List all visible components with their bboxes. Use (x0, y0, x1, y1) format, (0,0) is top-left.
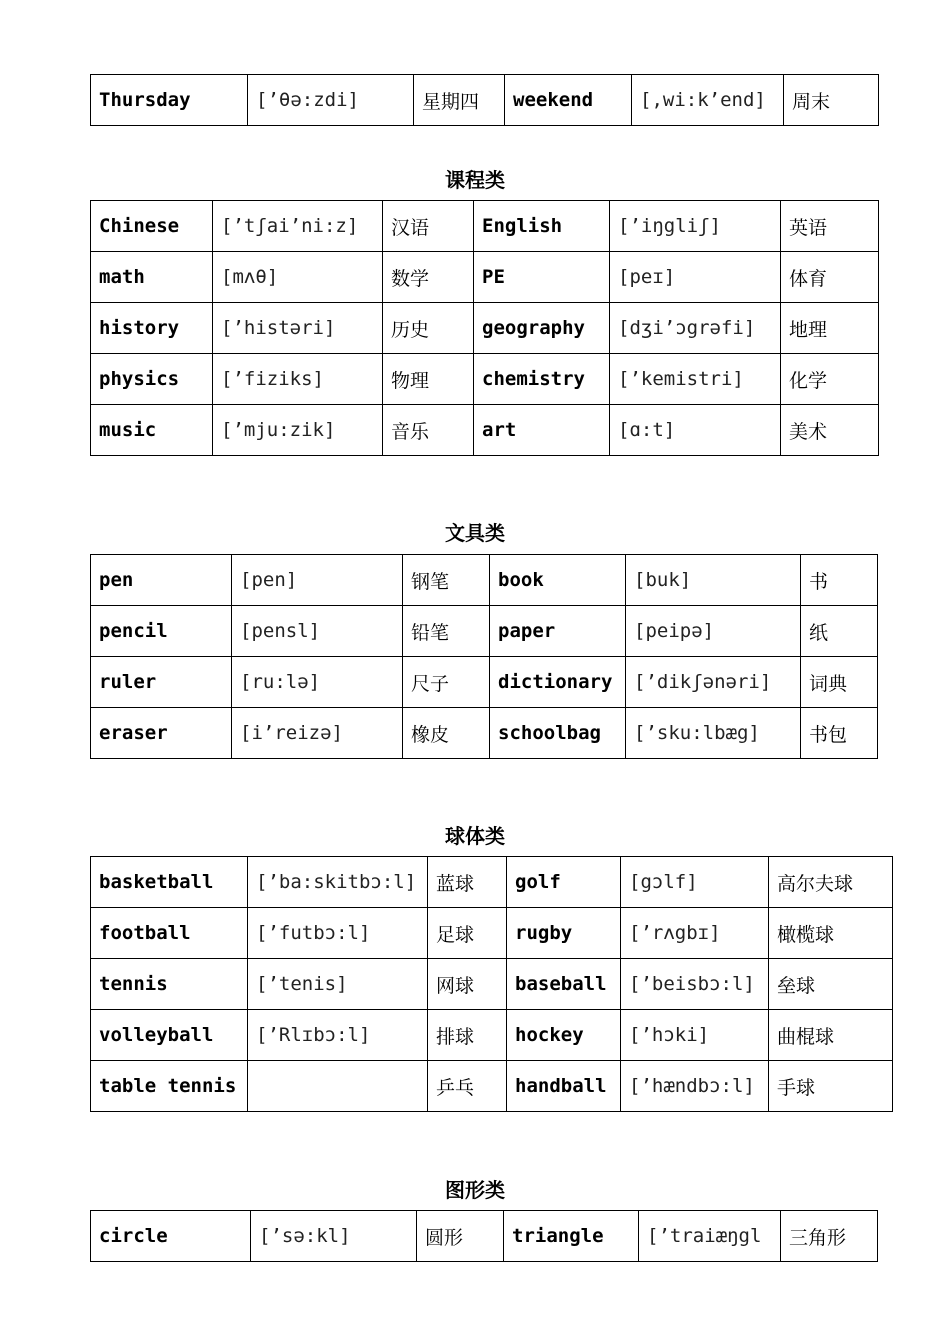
word-cell: basketball (91, 857, 248, 908)
phonetic-cell: [’sku:lbæg] (626, 708, 801, 759)
phonetic-cell: [’rʌgbɪ] (621, 908, 769, 959)
table-row (91, 606, 878, 657)
word-cell: pencil (91, 606, 232, 657)
phonetic-cell: [’iŋgliʃ] (610, 201, 781, 252)
meaning-cell: 汉语 (383, 201, 474, 252)
phonetic-cell: [ɑ:t] (610, 405, 781, 456)
word-cell: hockey (507, 1010, 621, 1061)
word-cell: ruler (91, 657, 232, 708)
table-row (91, 75, 879, 126)
phonetic-cell: [peipə] (626, 606, 801, 657)
phonetic-cell: [peɪ] (610, 252, 781, 303)
meaning-cell: 铅笔 (403, 606, 490, 657)
meaning-cell: 高尔夫球 (769, 857, 893, 908)
table-body (91, 555, 878, 759)
meaning-cell: 乒乓 (428, 1061, 507, 1112)
meaning-cell: 圆形 (417, 1211, 504, 1262)
vocab-table-shapes (90, 1210, 878, 1262)
word-cell: geography (474, 303, 610, 354)
section-heading-shapes: 图形类 (445, 1178, 505, 1202)
word-cell: paper (490, 606, 626, 657)
table-row (91, 1061, 893, 1112)
word-cell: book (490, 555, 626, 606)
table-body (91, 857, 893, 1112)
phonetic-cell: [’sə:kl] (251, 1211, 417, 1262)
word-cell: weekend (505, 75, 632, 126)
phonetic-cell: [’traiæŋgl (639, 1211, 781, 1262)
meaning-cell: 垒球 (769, 959, 893, 1010)
section-heading-stationery: 文具类 (445, 521, 505, 545)
phonetic-cell: [’fiziks] (213, 354, 383, 405)
table-row (91, 252, 879, 303)
meaning-cell: 音乐 (383, 405, 474, 456)
table-row (91, 405, 879, 456)
meaning-cell: 橡皮 (403, 708, 490, 759)
phonetic-cell: [’dikʃənəri] (626, 657, 801, 708)
word-cell: Chinese (91, 201, 213, 252)
word-cell: art (474, 405, 610, 456)
phonetic-cell: [’kemistri] (610, 354, 781, 405)
word-cell: chemistry (474, 354, 610, 405)
meaning-cell: 橄榄球 (769, 908, 893, 959)
table-body (91, 75, 879, 126)
phonetic-cell: [gɔlf] (621, 857, 769, 908)
word-cell: pen (91, 555, 232, 606)
phonetic-cell: [,wi:k’end] (632, 75, 784, 126)
phonetic-cell: [’hɔki] (621, 1010, 769, 1061)
word-cell: football (91, 908, 248, 959)
meaning-cell: 蓝球 (428, 857, 507, 908)
table-row (91, 959, 893, 1010)
phonetic-cell: [i’reizə] (232, 708, 403, 759)
phonetic-cell: [mʌθ] (213, 252, 383, 303)
meaning-cell: 周末 (784, 75, 879, 126)
word-cell: eraser (91, 708, 232, 759)
table-row (91, 555, 878, 606)
vocab-table-stationery (90, 554, 878, 759)
phonetic-cell (248, 1061, 428, 1112)
word-cell: tennis (91, 959, 248, 1010)
word-cell: physics (91, 354, 213, 405)
table-body (91, 201, 879, 456)
phonetic-cell: [’futbɔ:l] (248, 908, 428, 959)
meaning-cell: 尺子 (403, 657, 490, 708)
word-cell: handball (507, 1061, 621, 1112)
word-cell: history (91, 303, 213, 354)
meaning-cell: 英语 (781, 201, 879, 252)
meaning-cell: 曲棍球 (769, 1010, 893, 1061)
phonetic-cell: [’tenis] (248, 959, 428, 1010)
meaning-cell: 历史 (383, 303, 474, 354)
word-cell: music (91, 405, 213, 456)
section-heading-balls: 球体类 (445, 824, 505, 848)
word-cell: golf (507, 857, 621, 908)
phonetic-cell: [’histəri] (213, 303, 383, 354)
word-cell: rugby (507, 908, 621, 959)
word-cell: triangle (504, 1211, 639, 1262)
meaning-cell: 三角形 (781, 1211, 878, 1262)
meaning-cell: 纸 (801, 606, 878, 657)
phonetic-cell: [’beisbɔ:l] (621, 959, 769, 1010)
word-cell: English (474, 201, 610, 252)
phonetic-cell: [’hændbɔ:l] (621, 1061, 769, 1112)
phonetic-cell: [ru:lə] (232, 657, 403, 708)
word-cell: baseball (507, 959, 621, 1010)
phonetic-cell: [dʒi’ɔgrəfi] (610, 303, 781, 354)
meaning-cell: 物理 (383, 354, 474, 405)
table-row (91, 657, 878, 708)
meaning-cell: 书包 (801, 708, 878, 759)
meaning-cell: 地理 (781, 303, 879, 354)
word-cell: table tennis (91, 1061, 248, 1112)
table-row (91, 908, 893, 959)
vocab-table-balls (90, 856, 893, 1112)
phonetic-cell: [’θə:zdi] (248, 75, 414, 126)
meaning-cell: 排球 (428, 1010, 507, 1061)
meaning-cell: 手球 (769, 1061, 893, 1112)
table-row (91, 1010, 893, 1061)
word-cell: PE (474, 252, 610, 303)
word-cell: dictionary (490, 657, 626, 708)
meaning-cell: 化学 (781, 354, 879, 405)
phonetic-cell: [’Rlɪbɔ:l] (248, 1010, 428, 1061)
table-row (91, 1211, 878, 1262)
vocab-table-subjects (90, 200, 879, 456)
word-cell: volleyball (91, 1010, 248, 1061)
table-row (91, 857, 893, 908)
meaning-cell: 星期四 (414, 75, 505, 126)
word-cell: Thursday (91, 75, 248, 126)
phonetic-cell: [pensl] (232, 606, 403, 657)
word-cell: math (91, 252, 213, 303)
word-cell: schoolbag (490, 708, 626, 759)
meaning-cell: 词典 (801, 657, 878, 708)
meaning-cell: 网球 (428, 959, 507, 1010)
table-body (91, 1211, 878, 1262)
meaning-cell: 书 (801, 555, 878, 606)
vocab-table-days (90, 74, 879, 126)
phonetic-cell: [buk] (626, 555, 801, 606)
phonetic-cell: [’ba:skitbɔ:l] (248, 857, 428, 908)
table-row (91, 303, 879, 354)
meaning-cell: 美术 (781, 405, 879, 456)
meaning-cell: 数学 (383, 252, 474, 303)
phonetic-cell: [’tʃai’ni:z] (213, 201, 383, 252)
phonetic-cell: [pen] (232, 555, 403, 606)
table-row (91, 354, 879, 405)
phonetic-cell: [’mju:zik] (213, 405, 383, 456)
meaning-cell: 足球 (428, 908, 507, 959)
meaning-cell: 钢笔 (403, 555, 490, 606)
word-cell: circle (91, 1211, 251, 1262)
meaning-cell: 体育 (781, 252, 879, 303)
section-heading-subjects: 课程类 (445, 168, 505, 192)
table-row (91, 201, 879, 252)
table-row (91, 708, 878, 759)
